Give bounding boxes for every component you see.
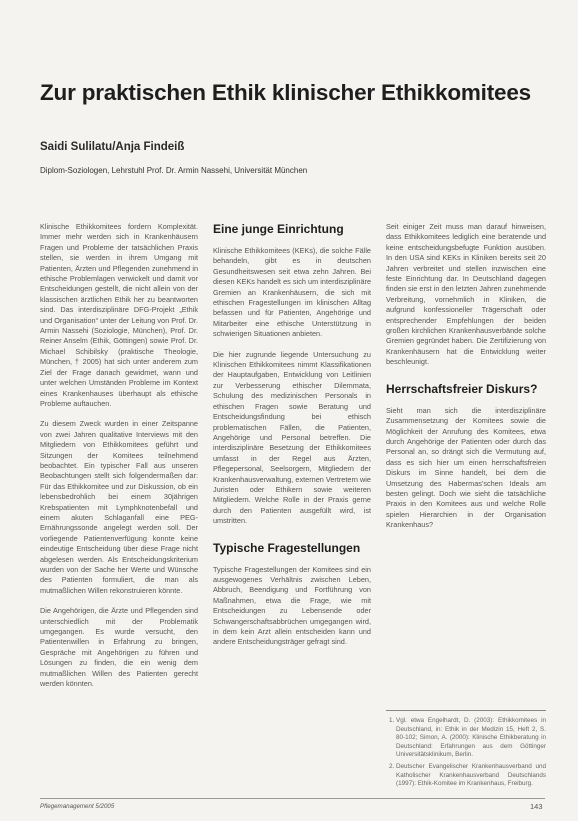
paragraph: Die hier zugrunde liegende Untersuchung zu Klinischen Ethikkomitees nimmt Klassifikationen der Hauptaufgaben, Entwicklung von Leitlinien zur Verbesserung ethischer Dilemmata, Schulung des medizinischen Personals in ethischen Fragen sowie Beratung und Entscheidungsfindung bei ethisch problematischen Fällen, die Patienten, Angehörige und Personal betreffen. Die interdisziplinäre Besetzung der Ethikkomitees umfasst in der Regel aus Ärzten, Pflegepersonal, Seelsorgern, Mitgliedern der Krankenhausverwaltung, externen Vertretern wie Juristen oder Ethikern sowie weiteren Mitgliedern. Welche Rolle in der Praxis gerne durch den Patienten ausgefüllt wird, ist umstritten. [213,349,371,526]
footnotes [386,710,546,792]
paragraph: Die Angehörigen, die Ärzte und Pflegenden sind unterschiedlich mit der Problematik umgegangen. Es wurde versucht, den Patientenwillen in Erfahrung zu bringen, Gespräche mit Angehörigen zu führen und Lösungen zu finden, die ein wenig dem mutmaßlichen Willen des Patienten gerecht werden könnten. [40,606,198,689]
section-heading: Herrschaftsfreier Diskurs? [386,381,538,396]
paragraph: Sieht man sich die interdisziplinäre Zusammensetzung der Komitees sowie die Möglichkeit der Anrufung des Komitees, etwa durch Angehörige der Patienten oder durch das Personal an, so drängt sich die Vermutung auf, dass es sich hier um einen herrschaftsfreien Diskurs im Sinne handelt, bei dem die Umsetzung des Habermas'schen Ideals am besten gelingt. Doch wie sieht die tatsächliche Praxis in den Komitees aus und welche Rolle spielen Hierarchien in der Organisation Krankenhaus? [386,405,546,530]
paragraph: Klinische Ethikkomitees (KEKs), die solche Fälle behandeln, gibt es in deutschen Gesundheitswesen seit etwa zehn Jahren. Bei diesen KEKs handelt es sich um interdisziplinäre Gremien an Krankenhäusern, die sich mit ethischen Fragestellungen im klinischen Alltag befassen und für Patienten, Angehörige und Mitarbeiter eine ethische Unterstützung in schwierigen Situationen anbieten. [213,246,371,339]
text-column-1 [40,222,198,699]
paragraph: Zu diesem Zweck wurden in einer Zeitspanne von zwei Jahren qualitative Interviews mit den Mitgliedern von Ethikkomitees geführt und Sitzungen der Komitees teilnehmend beobachtet. Ein typischer Fall aus unseren Beobachtungen stellt sich folgendermaßen dar: Für das Ethikkomitee und zur Diskussion, ob ein lebensbedrohlich bei einem 30jährigen Krebspatienten mit Lymphknotenbefall und einem akuten Schlaganfall eine PEG-Ernährungssonde angelegt werden soll. Der vorliegende Patientenverfügung konnte keine eindeutige Entscheidung über diese Frage nicht abgelesen werden. Als Entscheidungskriterium wurden von der Sache her Werte und Wünsche des Patienten formuliert, die man als mutmaßlichen Willen rekonstruieren könnte. [40,419,198,595]
section-heading: Eine junge Einrichtung [213,222,344,236]
page-number: 143 [530,802,543,811]
paragraph: Klinische Ethikkomitees fordern Komplexität. Immer mehr werden sich in Krankenhäusern Fragen und Probleme der tatsächlichen Praxis stellen, sie werden in ihrem Umgang mit Patienten, Ärzten und Pflegenden zunehmend in ethische Problemlagen verwickelt und damit vor Entscheidungen gestellt, die nicht allein von der klassischen ärztlichen Ethik her zu beantworten sind. Das interdisziplinäre DFG-Projekt „Ethik und Organisation“ unter der Leitung von Prof. Dr. Armin Nassehi (Soziologie, München), Prof. Dr. Reiner Anselm (Ethik, Göttingen) sowie Prof. Dr. Michael Schibilsky (praktische Theologie, München, † 2005) hat sich unter anderem zum Ziel der Frage danach gewidmet, wann und unter welchen Umständen Probleme im Kontext eines Krankenhauses überhaupt als ethische Probleme auftauchen. [40,222,198,408]
journal-footer: Pflegemanagement 5/2005 [40,803,115,810]
paragraph: Seit einiger Zeit muss man darauf hinweisen, dass Ethikkomitees lediglich eine beratende und keine entscheidungsbefugte Funktion ausüben. In den USA sind KEKs in Kliniken bereits seit 20 Jahren verbreitet und stellen inzwischen eine feste Einrichtung dar. In Deutschland dagegen finden sie erst in den letzten Jahren zunehmende Verbreitung, vornehmlich in Kliniken, die aufgrund konfessioneller Trägerschaft oder entsprechender Empfehlungen der beiden großen kirchlichen Krankenhausverbände solche Gremien gegründet haben. Die Zertifizierung von Krankenhäusern hat die Entwicklung weiter beschleunigt. [386,222,546,367]
footnote: 1. Vgl. etwa Engelhardt, D. (2003): Ethikkomitees in Deutschland, in: Ethik in der Medizin 15, Heft 2, S. 80-102; Simon, A. (2000): Klinische Ethikberatung in Deutschland: Erfahrungen aus dem Göttinger Universitätsklinikum, Berlin. [396,717,546,760]
text-column-2 [213,222,371,658]
footnote: 2. Deutscher Evangelischer Krankenhausverband und Katholischer Krankenhausverband Deutschlands (1997): Ethik-Komitee im Krankenhaus, Freiburg. [396,763,546,789]
author-affiliation: Diplom-Soziologen, Lehrstuhl Prof. Dr. Armin Nassehi, Universität München [40,166,308,175]
footer-divider [40,798,545,799]
article-title: Zur praktischen Ethik klinischer Ethikkomitees [40,80,531,105]
section-heading: Typische Fragestellungen [213,540,361,555]
article-authors: Saidi Sulilatu/Anja Findeiß [40,141,185,153]
text-column-3 [386,222,546,541]
paragraph: Typische Fragestellungen der Komitees sind ein ausgewogenes Verhältnis zwischen Leben, Abbruch, Beendigung und Fortführung von Maßnahmen, etwa die Frage, wie mit Entscheidungen zu Lebensende oder Schwangerschaftsabbrüchen umgegangen wird, in dem kein Arzt allein entscheiden kann und andere Entscheidungsträger gefragt sind. [213,564,371,647]
